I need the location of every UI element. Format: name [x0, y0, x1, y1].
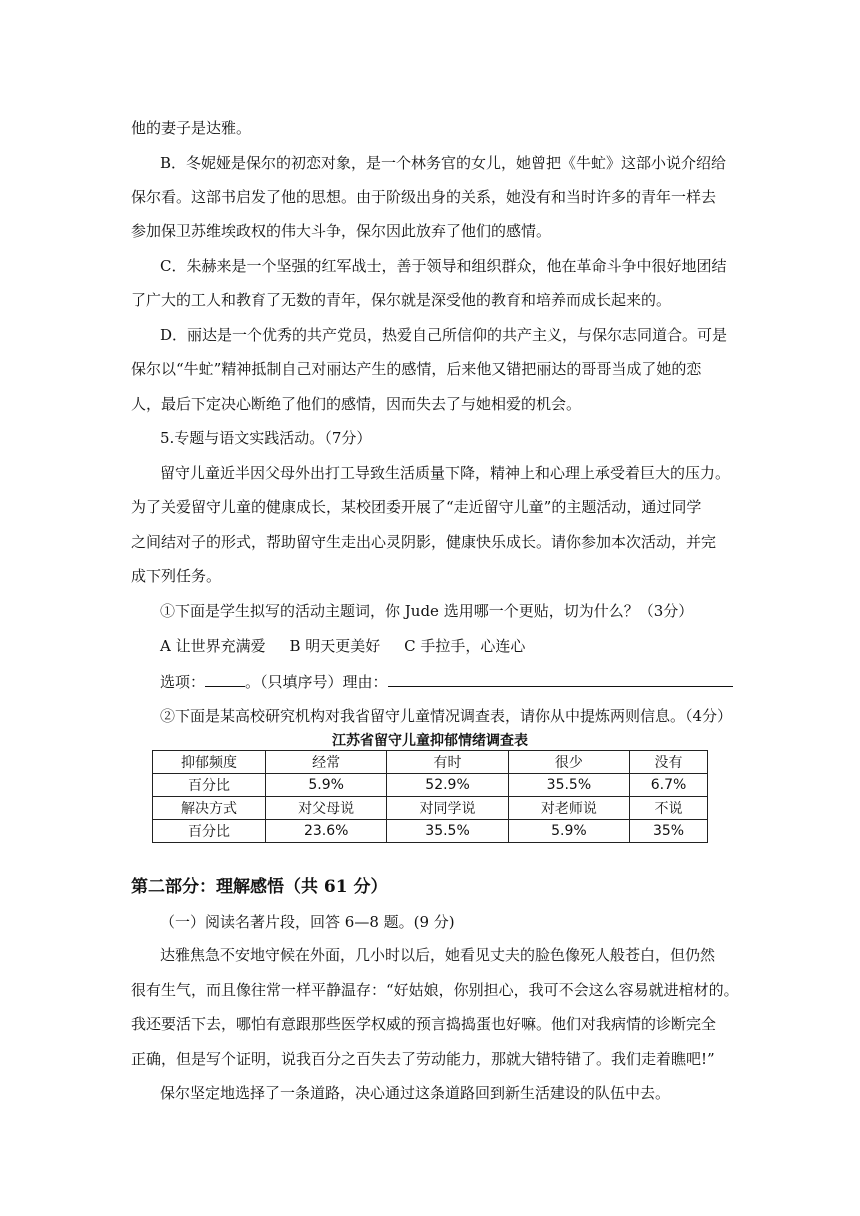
option-b-line-1: B．冬妮娅是保尔的初恋对象，是一个林务官的女儿，她曾把《牛虻》这部小说介绍给 [160, 154, 727, 172]
table-cell: 百分比 [153, 820, 266, 843]
table-cell: 经常 [266, 751, 387, 774]
table-cell: 没有 [630, 751, 708, 774]
passage-line: 我还要活下去，哪怕有意跟那些医学权威的预言捣捣蛋也好嘛。他们对我病情的诊断完全 [131, 1015, 717, 1033]
q5-sub2-prompt: ②下面是某高校研究机构对我省留守儿童情况调查表，请你从中提炼两则信息。（4分） [160, 707, 733, 725]
option-c-line-1: C．朱赫来是一个坚强的红军战士，善于领导和组织群众，他在革命斗争中很好地团结 [160, 257, 727, 275]
passage-line: 很有生气，而且像往常一样平静温存：“好姑娘，你别担心，我可不会这么容易就进棺材的。 [131, 981, 739, 999]
option-blank[interactable] [205, 671, 245, 687]
question-5-title: 5.专题与语文实践活动。（7分） [160, 429, 372, 447]
table-cell: 6.7% [630, 774, 708, 797]
table-cell: 35% [630, 820, 708, 843]
table-row [153, 820, 708, 843]
q5-sub1-choices: A 让世界充满爱 B 明天更美好 C 手拉手，心连心 [160, 637, 526, 655]
table-cell: 百分比 [153, 774, 266, 797]
table-cell: 52.9% [387, 774, 508, 797]
table-cell: 对父母说 [266, 797, 387, 820]
table-cell: 35.5% [387, 820, 508, 843]
survey-table [152, 750, 708, 843]
table-cell: 5.9% [266, 774, 387, 797]
option-b-line-3: 参加保卫苏维埃政权的伟大斗争，保尔因此放弃了他们的感情。 [131, 222, 552, 240]
answer-line [160, 671, 770, 692]
table-title: 江苏省留守儿童抑郁情绪调查表 [332, 733, 528, 749]
table-row [153, 797, 708, 820]
table-cell: 对同学说 [387, 797, 508, 820]
q5-intro-line-3: 之间结对子的形式，帮助留守生走出心灵阴影，健康快乐成长。请你参加本次活动，并完 [131, 533, 717, 551]
option-d-line-3: 人，最后下定决心断绝了他们的感情，因而失去了与她相爱的机会。 [131, 395, 582, 413]
option-b-line-2: 保尔看。这部书启发了他的思想。由于阶级出身的关系，她没有和当时许多的青年一样去 [131, 188, 717, 206]
answer-prefix: 选项： [160, 673, 206, 691]
passage-line: 正确，但是写个证明，说我百分之百失去了劳动能力，那就大错特错了。我们走着瞧吧!” [131, 1050, 715, 1068]
table-cell: 抑郁频度 [153, 751, 266, 774]
option-d-line-2: 保尔以“牛虻”精神抵制自己对丽达产生的感情，后来他又错把丽达的哥哥当成了她的恋 [131, 360, 702, 378]
answer-middle: 。（只填序号）理由： [245, 673, 388, 691]
q5-intro-line-4: 成下列任务。 [131, 567, 222, 585]
passage-line: 保尔坚定地选择了一条道路，决心通过这条道路回到新生活建设的队伍中去。 [160, 1084, 671, 1102]
part2-heading: 第二部分：理解感悟（共 61 分） [131, 877, 388, 897]
reason-blank[interactable] [388, 671, 733, 687]
option-c-line-2: 了广大的工人和教育了无数的青年，保尔就是深受他的教育和培养而成长起来的。 [131, 291, 672, 309]
q5-sub1-prompt: ①下面是学生拟写的活动主题词，你 Jude 选用哪一个更贴，切为什么？（3分） [160, 602, 694, 620]
table-cell: 23.6% [266, 820, 387, 843]
q5-intro-line-2: 为了关爱留守儿童的健康成长，某校团委开展了“走近留守儿童”的主题活动，通过同学 [131, 498, 702, 516]
text-line: 他的妻子是达雅。 [131, 119, 252, 137]
table-row [153, 751, 708, 774]
q5-intro-line-1: 留守儿童近半因父母外出打工导致生活质量下降，精神上和心理上承受着巨大的压力。 [160, 464, 731, 482]
option-d-line-1: D．丽达是一个优秀的共产党员，热爱自己所信仰的共产主义，与保尔志同道合。可是 [160, 326, 728, 344]
table-cell: 对老师说 [508, 797, 629, 820]
part2-subheading: （一）阅读名著片段，回答 6—8 题。(9 分) [160, 913, 455, 931]
table-cell: 不说 [630, 797, 708, 820]
table-cell: 35.5% [508, 774, 629, 797]
table-cell: 5.9% [508, 820, 629, 843]
table-cell: 很少 [508, 751, 629, 774]
table-cell: 解决方式 [153, 797, 266, 820]
table-row [153, 774, 708, 797]
passage-line: 达雅焦急不安地守候在外面，几小时以后，她看见丈夫的脸色像死人般苍白，但仍然 [160, 946, 716, 964]
table-cell: 有时 [387, 751, 508, 774]
